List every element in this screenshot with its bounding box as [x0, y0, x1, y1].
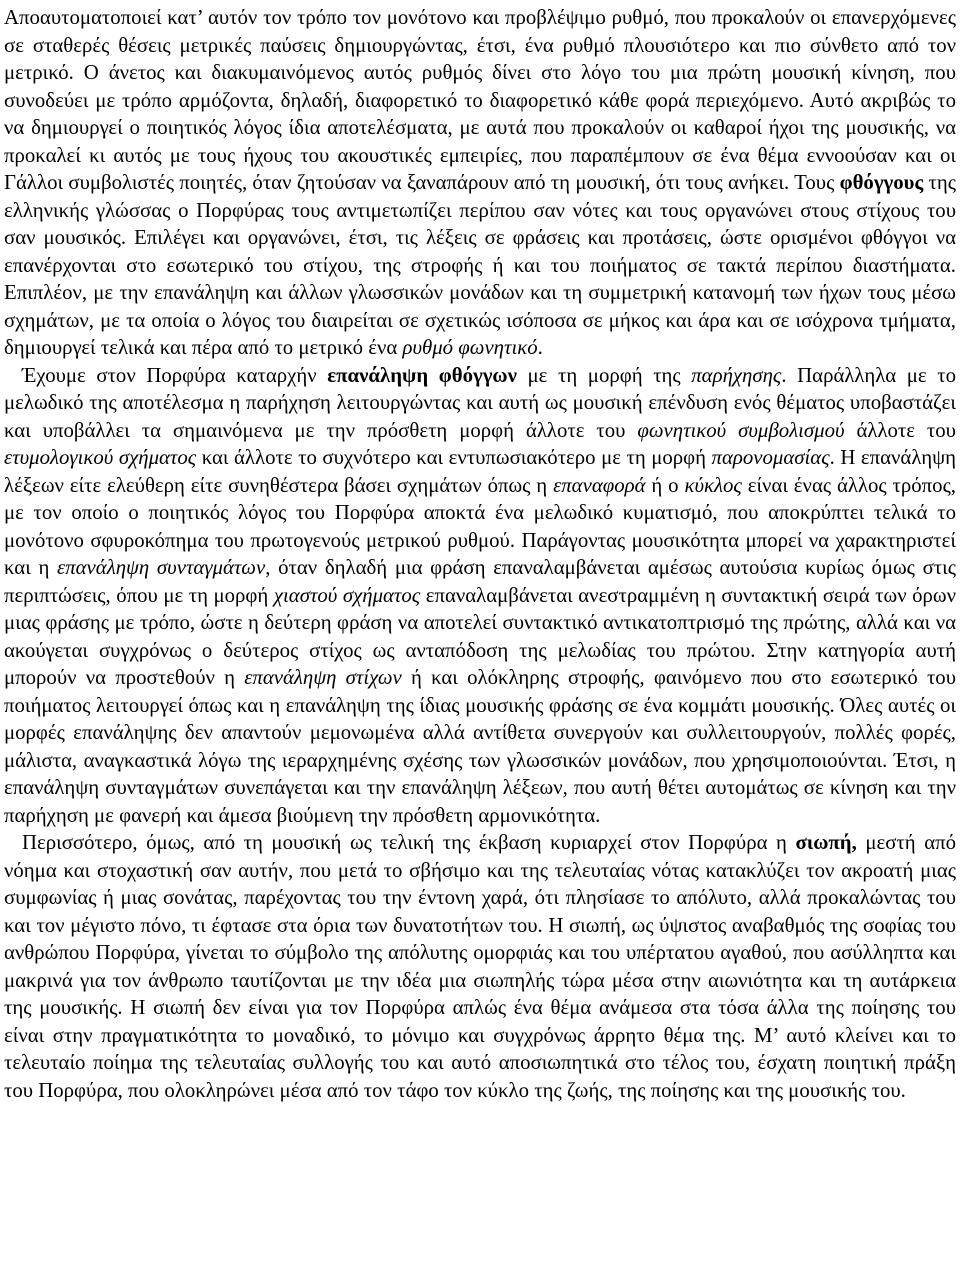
text-run: . Η επανάληψη λέξεων είτε ελεύθερη είτε συνηθέστερα βάσει σχημάτων όπως η [4, 446, 956, 497]
text-run: και άλλοτε το συχνότερο και εντυπωσιακότερο με τη μορφή [196, 446, 712, 469]
italic-term-etymologikou-schimatos: ετυμολογικού σχήματος [4, 446, 197, 469]
text-run: ή και ολόκληρης στροφής, φαινόμενο που στο εσωτερικό του ποιήματος λειτουργεί όπως και η επανάληψη της ίδιας μουσικής φράσης σε ένα κομμάτι μουσικής. Όλες αυτές οι μορφές επανάληψης δεν απαντούν μεμονωμένα αλλά αντίθετα συνεργούν και συλλειτουργούν, πολλές φορές, μάλιστα, αναγκαστικά λόγω της ιεραρχημένης σχέσης των γλωσσικών μονάδων, που χρησιμοποιούνται. Έτσι, η επανάληψη συνταγμάτων συνεπάγεται και την επανάληψη λέξεων, που αυτή θέτει αυτομάτως σε κίνηση και την παρήχηση με φανερή και άμεσα βιούμενη την πρόσθετη αρμονικότητα. [4, 666, 956, 827]
italic-term-epanalipsi-stichon: επανάληψη στίχων [244, 666, 402, 689]
italic-term-chiastou-schimatos: χιαστού σχήματος [273, 583, 421, 607]
text-run: , όταν δηλαδή μια φράση επαναλαμβάνεται αμέσως αυτούσια κυρίως όμως στις περιπτώσεις, όπου με τη μορφή [4, 556, 956, 607]
italic-term-paronomasias: παρονομασίας [711, 446, 830, 469]
text-run: ή ο [645, 473, 685, 497]
text-run: επαναλαμβάνεται ανεστραμμένη η συντακτική σειρά των όρων μιας φράσης με τρόπο, ώστε η δεύτερη φράση να αποτελεί συντακτικό αντικατοπτρισμό της πρώτης, αλλά και να ακούγεται συγχρόνως ο δεύτερος στίχος ως ανταπόδοση της μελωδίας του πρώτου. Στην κατηγορία αυτή μπορούν να προστεθούν η [4, 583, 957, 689]
paragraph-3 [4, 829, 956, 1104]
italic-term-fonitikou-symvolismou: φωνητικού συμβολισμού [637, 418, 845, 442]
text-run: Αποαυτοματοποιεί κατ’ αυτόν τον τρόπο τον μονότονο και προβλέψιμο ρυθμό, που προκαλούν οι επανερχόμενες σε σταθερές θέσεις μετρικές παύσεις δημιουργώντας, έτσι, ένα ρυθμό πλουσιότερο και πιο σύνθετο από τον μετρικό. Ο άνετος και διακυμαινόμενος αυτός ρυθμός δίνει στο λόγο του μια πρώτη μουσική κίνηση, που συνοδεύει με τρόπο αρμόζοντα, δηλαδή, διαφορετικό το διαφορετικό κάθε φορά περιεχόμενο. Αυτό ακριβώς το να δημιουργεί ο ποιητικός λόγος ίδια αποτελέσματα, με αυτά που προκαλούν οι καθαροί ήχοι της μουσικής, να προκαλεί κι αυτός με τους ήχους του ακουστικές εμπειρίες, που παραπέμπουν σε ένα θέμα εννοούσαν και οι Γάλλοι συμβολιστές ποιητές, όταν ζητούσαν να ξαναπάρουν από τη μουσική, ότι τους ανήκει. Τους [4, 6, 956, 194]
text-run: της ελληνικής γλώσσας ο Πορφύρας τους αντιμετωπίζει περίπου σαν νότες και τους οργανώνει στους στίχους του σαν μουσικός. Επιλέγει και οργανώνει, έτσι, τις λέξεις σε φράσεις και προτάσεις, ώστε ορισμένοι φθόγγοι να επανέρχονται στο εσωτερικό του στίχου, της στροφής ή και του ποιήματος σε τακτά περίπου διαστήματα. Επιπλέον, με την επανάληψη και άλλων γλωσσικών μονάδων και τη συμμετρική κατανομή των ήχων τους μέσω σχημάτων, με τα οποία ο λόγος του διαιρείται σε σχετικώς ισόποσα σε μήκος και άρα και σε ισόχρονα τμήματα, δημιουργεί τελικά και πέρα από το μετρικό ένα [4, 171, 957, 359]
paragraph-2 [4, 362, 956, 830]
text-run: με τη μορφή της [516, 363, 692, 387]
italic-term-rythmos-fonitikos: ρυθμό φωνητικό [402, 336, 538, 359]
italic-term-parichisis: παρήχησης [691, 363, 782, 387]
text-run: Έχουμε στον Πορφύρα καταρχήν [22, 363, 328, 387]
bold-term-fthongous: φθόγγους [839, 171, 924, 194]
text-run: Περισσότερο, όμως, από τη μουσική ως τελική της έκβαση κυριαρχεί στον Πορφύρα η [22, 831, 796, 854]
text-run: . [537, 336, 543, 359]
italic-term-kyklos: κύκλος [684, 473, 742, 497]
bold-term-siopi: σιωπή, [795, 831, 857, 854]
italic-term-epanafora: επαναφορά [553, 473, 646, 497]
text-run: άλλοτε του [844, 418, 956, 442]
bold-term-epanalipsi-fthongon: επανάληψη φθόγγων [327, 363, 517, 387]
text-run: είναι ένας άλλος τρόπος, με τον οποίο ο ποιητικός λόγος του Πορφύρα αποκτά ένα μελωδικό κυματισμό, που αποκρύπτει τελικά το μονότονο σφυροκόπημα του πρωτογενούς μετρικού ρυθμού. Παράγοντας μουσικότητα μπορεί να χαρακτηριστεί και η [4, 473, 957, 579]
paragraph-1 [4, 4, 956, 362]
italic-term-epanalipsi-syntagmaton: επανάληψη συνταγμάτων [57, 556, 266, 579]
text-run: μεστή από νόημα και στοχαστική σαν αυτήν, που μετά το σβήσιμο και της τελευταίας νότας κατακλύζει τον ακροατή μιας συμφωνίας ή μιας σονάτας, παρέχοντας του την έντονη χαρά, ότι πλησίασε το απόλυτο, αλλά προκαλώντας του και τον μέγιστο πόνο, τι έφτασε στα όρια των δυνατοτήτων του. Η σιωπή, ως ύψιστος αναβαθμός της σοφίας του ανθρώπου Πορφύρα, γίνεται το σύμβολο της απόλυτης ομορφιάς και του υπέρτατου αγαθού, που ασύλληπτα και μακρινά για τον άνθρωπο ταυτίζονται με την ιδέα μια σιωπηλής τώρα μέσα στην αιωνιότητα και τη αυτάρκεια της μουσικής. Η σιωπή δεν είναι για τον Πορφύρα απλώς ένα θέμα ανάμεσα στα τόσα άλλα της ποίησης του είναι στην πραγματικότητα το μοναδικό, το μόνιμο και συγχρόνως άρρητο θέμα της. Μ’ αυτό κλείνει και το τελευταίο ποίημα της τελευταίας συλλογής του και αυτό αποσιωπητικά στο τέλος του, έσχατη ποιητική πράξη του Πορφύρα, που ολοκληρώνει μέσα από τον τάφο τον κύκλο της ζωής, της ποίησης και της μουσικής του. [4, 831, 956, 1102]
text-run: . Παράλληλα με το μελωδικό της αποτέλεσμα η παρήχηση λειτουργώντας και αυτή ως μουσική επένδυση ενός θέματος υποβαστάζει και υποβάλλει τα σημαινόμενα με την πρόσθετη μορφή άλλοτε του [4, 363, 957, 442]
